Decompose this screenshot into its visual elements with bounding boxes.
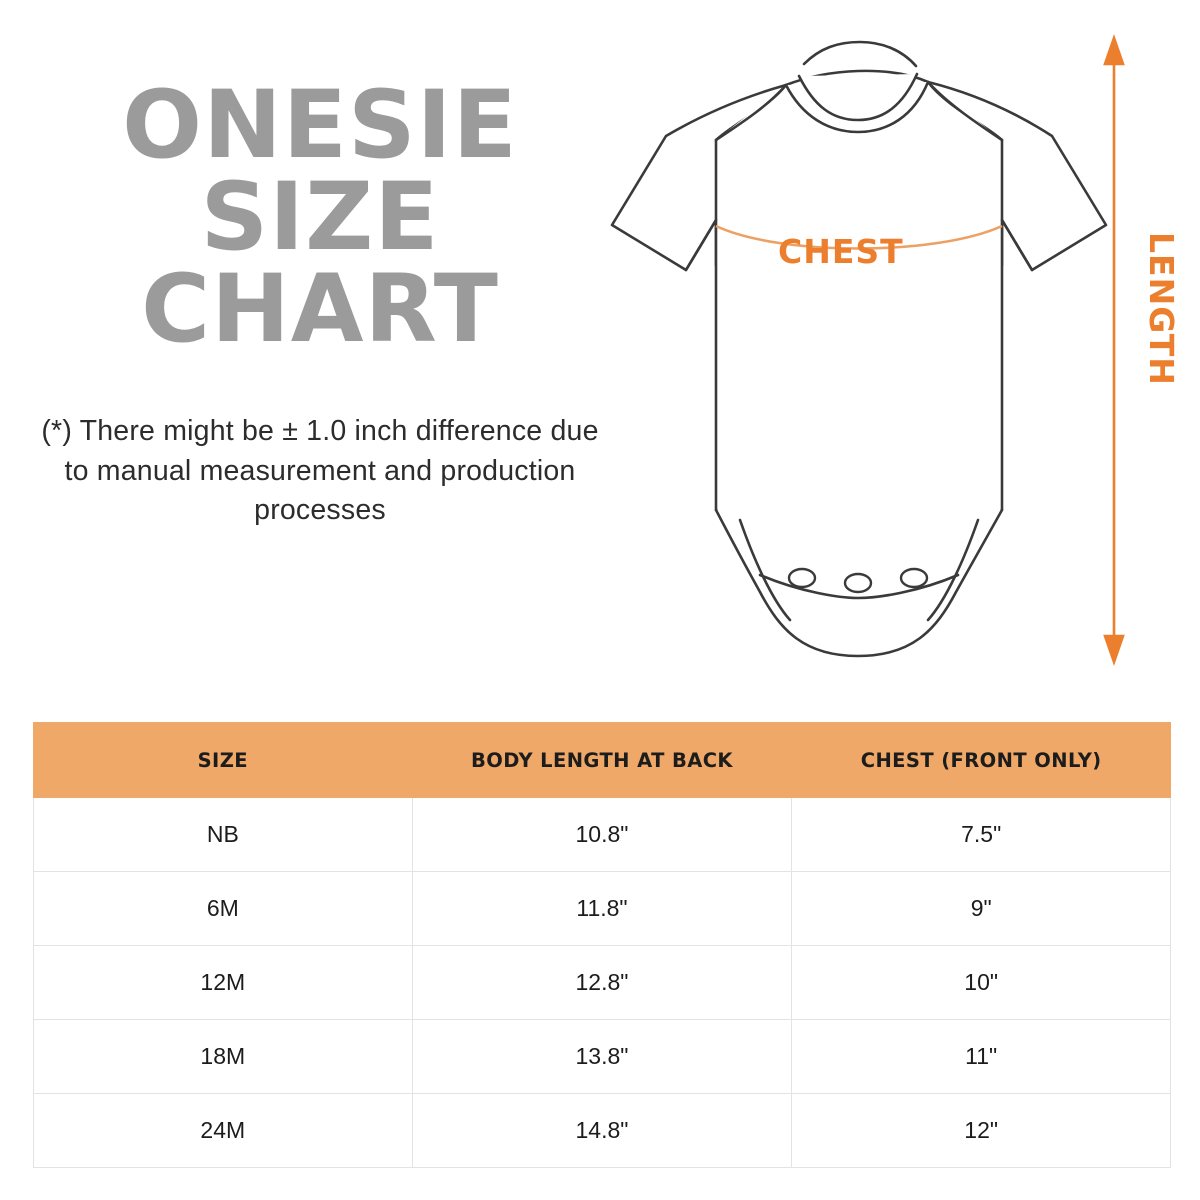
cell-chest: 11": [792, 1020, 1171, 1094]
table-row: [34, 1020, 1171, 1094]
cell-chest: 9": [792, 872, 1171, 946]
chest-label: CHEST: [778, 232, 904, 271]
cell-length: 10.8": [412, 798, 792, 872]
cell-length: 12.8": [412, 946, 792, 1020]
length-label: LENGTH: [1142, 232, 1181, 386]
cell-size: 24M: [34, 1094, 413, 1168]
title-line-2: SIZE: [200, 163, 440, 273]
cell-length: 11.8": [412, 872, 792, 946]
table-row: [34, 872, 1171, 946]
table-header-row: [34, 723, 1171, 798]
page-title: [40, 71, 600, 365]
cell-chest: 7.5": [792, 798, 1171, 872]
table-row: [34, 798, 1171, 872]
heading-block: [40, 71, 600, 530]
title-line-1: ONESIE: [122, 71, 518, 180]
onesie-illustration: [590, 20, 1170, 690]
cell-size: 18M: [34, 1020, 413, 1094]
size-table-wrapper: [33, 722, 1171, 1168]
cell-chest: 12": [792, 1094, 1171, 1168]
size-table: [33, 722, 1171, 1168]
cell-size: 6M: [34, 872, 413, 946]
header-length: BODY LENGTH AT BACK: [412, 723, 792, 798]
header-size: SIZE: [34, 723, 413, 798]
table-row: [34, 946, 1171, 1020]
measurement-disclaimer: (*) There might be ± 1.0 inch difference due to manual measurement and production processes: [41, 415, 599, 526]
cell-size: 12M: [34, 946, 413, 1020]
cell-size: NB: [34, 798, 413, 872]
length-measure-arrow: [1105, 38, 1123, 662]
cell-chest: 10": [792, 946, 1171, 1020]
table-row: [34, 1094, 1171, 1168]
cell-length: 13.8": [412, 1020, 792, 1094]
cell-length: 14.8": [412, 1094, 792, 1168]
title-line-3: CHART: [141, 255, 499, 365]
header-chest: CHEST (FRONT ONLY): [792, 723, 1171, 798]
